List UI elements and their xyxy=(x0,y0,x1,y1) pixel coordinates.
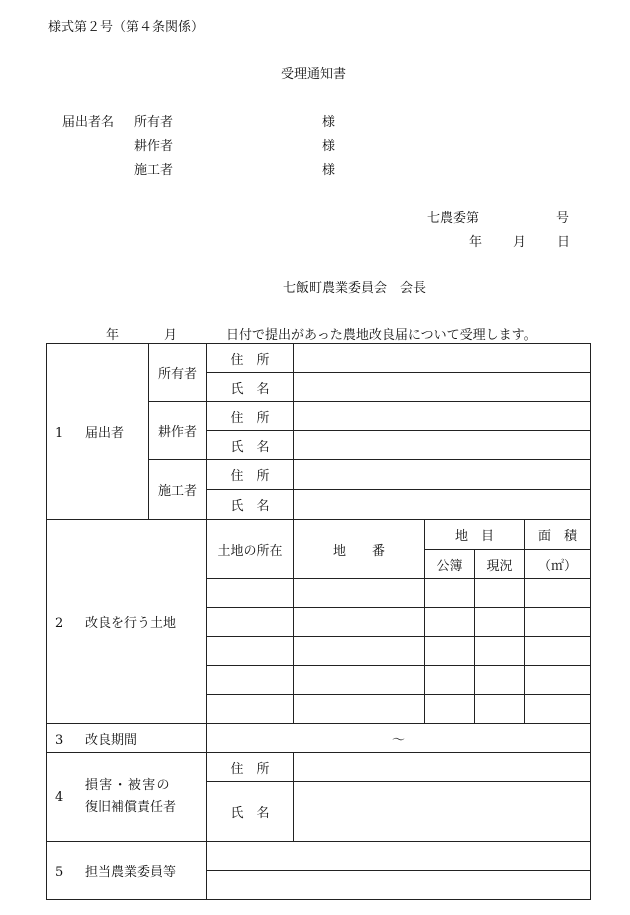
document-title: 受理通知書 xyxy=(281,67,347,82)
col-registry: 公簿 xyxy=(425,550,475,579)
date-month: 月 xyxy=(513,235,527,250)
lot-number-field[interactable] xyxy=(294,695,425,724)
committee-member-field-2[interactable] xyxy=(207,871,591,900)
owner-address-field[interactable] xyxy=(294,344,591,373)
section1-label: 届出者 xyxy=(85,426,125,441)
col-land-category: 地 目 xyxy=(425,520,525,550)
date-year: 年 xyxy=(469,235,483,250)
section4-label-line1: 損害・被害の xyxy=(85,778,171,793)
section4-label-line2: 復旧補償責任者 xyxy=(85,800,177,815)
section5-header xyxy=(47,842,207,900)
notification-table xyxy=(46,343,591,900)
honorific-owner: 様 xyxy=(322,115,336,130)
owner-name-label: 氏 名 xyxy=(207,373,294,402)
section5-label: 担当農業委員等 xyxy=(85,865,177,880)
current-field[interactable] xyxy=(475,579,525,608)
registry-field[interactable] xyxy=(425,637,475,666)
current-field[interactable] xyxy=(475,666,525,695)
col-area: 面 積 xyxy=(525,520,591,550)
statement-text: 日付で提出があった農地改良届について受理します。 xyxy=(226,328,537,343)
role-owner: 所有者 xyxy=(149,344,207,402)
period-tilde: ～ xyxy=(391,732,405,748)
responsible-name-label: 氏 名 xyxy=(207,782,294,842)
land-location-field[interactable] xyxy=(207,608,294,637)
section2-number: 2 xyxy=(55,616,64,631)
col-land-location: 土地の所在 xyxy=(207,520,294,579)
form-number: 様式第２号（第４条関係） xyxy=(48,20,205,35)
doc-number-prefix: 七農委第 xyxy=(427,211,480,226)
current-field[interactable] xyxy=(475,695,525,724)
contractor-name-field[interactable] xyxy=(294,490,591,520)
role-contractor: 施工者 xyxy=(149,460,207,520)
lot-number-field[interactable] xyxy=(294,666,425,695)
improvement-period-field[interactable] xyxy=(207,724,591,753)
registry-field[interactable] xyxy=(425,666,475,695)
honorific-cultivator: 様 xyxy=(322,139,336,154)
area-field[interactable] xyxy=(525,695,591,724)
section5-number: 5 xyxy=(55,865,64,880)
cultivator-address-label: 住 所 xyxy=(207,402,294,431)
lot-number-field[interactable] xyxy=(294,637,425,666)
addressee-label: 届出者名 xyxy=(62,115,115,130)
area-field[interactable] xyxy=(525,666,591,695)
col-current: 現況 xyxy=(475,550,525,579)
owner-address-label: 住 所 xyxy=(207,344,294,373)
section1-number: 1 xyxy=(55,426,64,441)
col-lot-number: 地 番 xyxy=(294,520,425,579)
cultivator-name-label: 氏 名 xyxy=(207,431,294,460)
section4-number: 4 xyxy=(55,789,64,805)
lot-number-field[interactable] xyxy=(294,608,425,637)
statement-year: 年 xyxy=(106,328,120,343)
col-area-unit: （㎡） xyxy=(525,550,591,579)
contractor-address-field[interactable] xyxy=(294,460,591,490)
statement-month: 月 xyxy=(164,328,178,343)
area-field[interactable] xyxy=(525,608,591,637)
current-field[interactable] xyxy=(475,637,525,666)
section2-label: 改良を行う土地 xyxy=(85,616,177,631)
current-field[interactable] xyxy=(475,608,525,637)
contractor-name-label: 氏 名 xyxy=(207,490,294,520)
section2-header xyxy=(47,520,207,724)
area-field[interactable] xyxy=(525,579,591,608)
date-day: 日 xyxy=(557,235,571,250)
role-cultivator: 耕作者 xyxy=(149,402,207,460)
section3-label: 改良期間 xyxy=(85,732,138,748)
responsible-address-field[interactable] xyxy=(294,753,591,782)
addressee-role-contractor: 施工者 xyxy=(134,163,174,178)
section1-header xyxy=(47,344,149,520)
issuer: 七飯町農業委員会 会長 xyxy=(283,281,427,296)
lot-number-field[interactable] xyxy=(294,579,425,608)
area-field[interactable] xyxy=(525,637,591,666)
contractor-address-label: 住 所 xyxy=(207,460,294,490)
responsible-address-label: 住 所 xyxy=(207,753,294,782)
owner-name-field[interactable] xyxy=(294,373,591,402)
responsible-name-field[interactable] xyxy=(294,782,591,842)
doc-number-suffix: 号 xyxy=(556,211,570,226)
cultivator-name-field[interactable] xyxy=(294,431,591,460)
registry-field[interactable] xyxy=(425,695,475,724)
addressee-role-cultivator: 耕作者 xyxy=(134,139,174,154)
land-location-field[interactable] xyxy=(207,637,294,666)
addressee-role-owner: 所有者 xyxy=(134,115,174,130)
registry-field[interactable] xyxy=(425,608,475,637)
section3-number: 3 xyxy=(55,732,64,748)
land-location-field[interactable] xyxy=(207,695,294,724)
section4-header xyxy=(47,753,207,842)
section3-header xyxy=(47,724,207,753)
cultivator-address-field[interactable] xyxy=(294,402,591,431)
land-location-field[interactable] xyxy=(207,579,294,608)
committee-member-field-1[interactable] xyxy=(207,842,591,871)
land-location-field[interactable] xyxy=(207,666,294,695)
registry-field[interactable] xyxy=(425,579,475,608)
honorific-contractor: 様 xyxy=(322,163,336,178)
